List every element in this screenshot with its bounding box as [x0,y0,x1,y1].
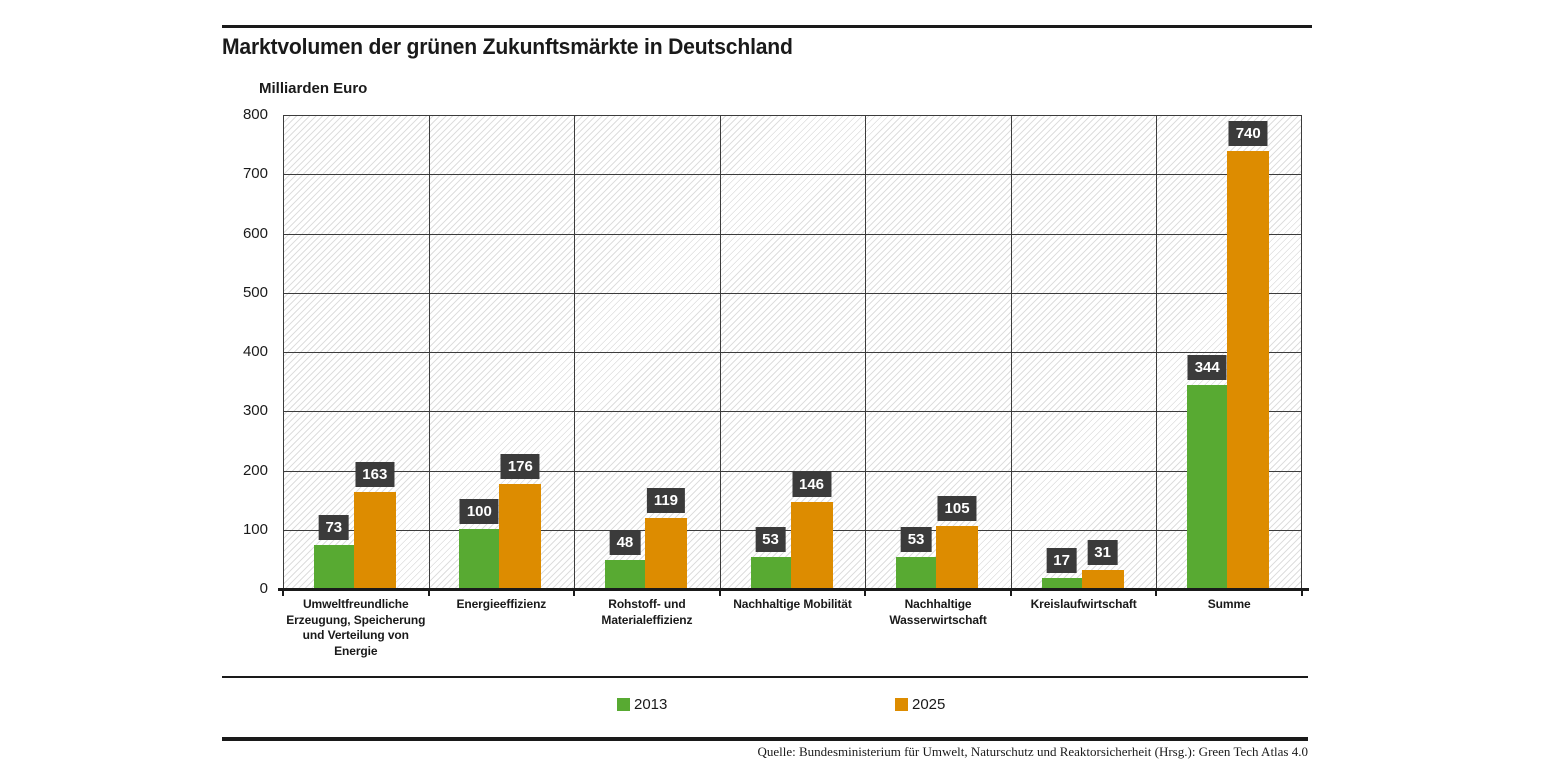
bar-value-label: 100 [460,499,499,524]
source-note: Quelle: Bundesministerium für Umwelt, Naturschutz und Reaktorsicherheit (Hrsg.): Green Tech Atlas 4.0 [757,744,1308,759]
legend-color-swatch [895,698,908,711]
legend-label: 2025 [912,696,946,713]
y-tick-label: 0 [259,580,268,597]
y-tick-label: 500 [242,283,268,301]
bar-2013 [459,529,499,588]
bar-2013 [1042,578,1082,588]
x-axis-tick [573,591,575,596]
h-gridline [284,234,1301,235]
footer-rule [222,737,1308,741]
bar-2025 [791,502,833,588]
bar-2013 [751,557,791,588]
v-separator [429,116,430,588]
y-tick-label: 800 [242,106,268,123]
bar-value-label: 105 [938,496,977,521]
v-separator [865,116,866,588]
x-axis-tick [1010,591,1012,596]
bar-2025 [354,492,396,588]
chart-title: Marktvolumen der grünen Zukunftsmärkte in Deutschland [222,34,793,59]
bar-value-label: 53 [755,527,786,552]
bar-value-label: 31 [1087,540,1118,565]
bar-2025 [645,518,687,588]
legend-item-2025 [895,697,945,712]
x-axis-tick [719,591,721,596]
y-tick-label: 400 [242,343,268,360]
legend-label: 2013 [634,696,668,713]
bar-value-label: 73 [318,515,349,540]
bar-value-label: 163 [355,462,394,487]
x-axis-line [278,588,1309,591]
h-gridline [284,293,1301,294]
bar-value-label: 119 [647,488,685,513]
bar-2025 [936,526,978,588]
top-rule [222,25,1312,28]
v-separator [1156,116,1157,588]
category-label: Nachhaltige Mobilität [733,597,852,611]
bar-2025 [499,484,541,588]
bar-2025 [1082,570,1124,588]
bar-value-label: 344 [1188,355,1227,380]
h-gridline [284,174,1301,175]
legend-color-swatch [617,698,630,711]
category-label: Energieeffizienz [456,597,547,611]
category-label: Kreislaufwirtschaft [1030,597,1137,611]
x-axis-tick [428,591,430,596]
bar-value-label: 48 [610,530,641,555]
category-label: Summe [1207,597,1251,611]
y-tick-label: 200 [242,461,268,479]
bar-2013 [1187,385,1227,588]
y-tick-label: 700 [242,165,268,183]
plot-area [283,115,1302,589]
x-axis-tick [1301,591,1303,596]
x-axis-tick [1155,591,1157,596]
bar-value-label: 740 [1229,121,1268,146]
bar-value-label: 176 [501,454,540,479]
v-separator [1011,116,1012,588]
y-tick-label: 600 [242,224,268,242]
x-axis-tick [282,591,284,596]
bar-value-label: 146 [792,472,831,497]
bar-2013 [605,560,645,588]
x-axis-tick [864,591,866,596]
v-separator [574,116,575,588]
v-separator [720,116,721,588]
bar-2013 [896,557,936,588]
category-label: Rohstoff- und Materialeffizienz [601,597,693,627]
y-tick-label: 300 [242,402,268,420]
bar-value-label: 17 [1046,548,1077,573]
h-gridline [284,352,1301,353]
bar-2013 [314,545,354,588]
bar-2025 [1227,151,1269,588]
legend-item-2013 [617,697,667,712]
legend-divider [222,676,1308,678]
bar-value-label: 53 [901,527,932,552]
y-tick-label: 100 [242,520,268,538]
h-gridline [284,411,1301,412]
category-label: Nachhaltige Wasserwirtschaft [889,597,987,627]
category-label: Umweltfreundliche Erzeugung, Speicherung und Verteilung von Energie [286,597,426,658]
y-axis-title: Milliarden Euro [259,80,368,97]
